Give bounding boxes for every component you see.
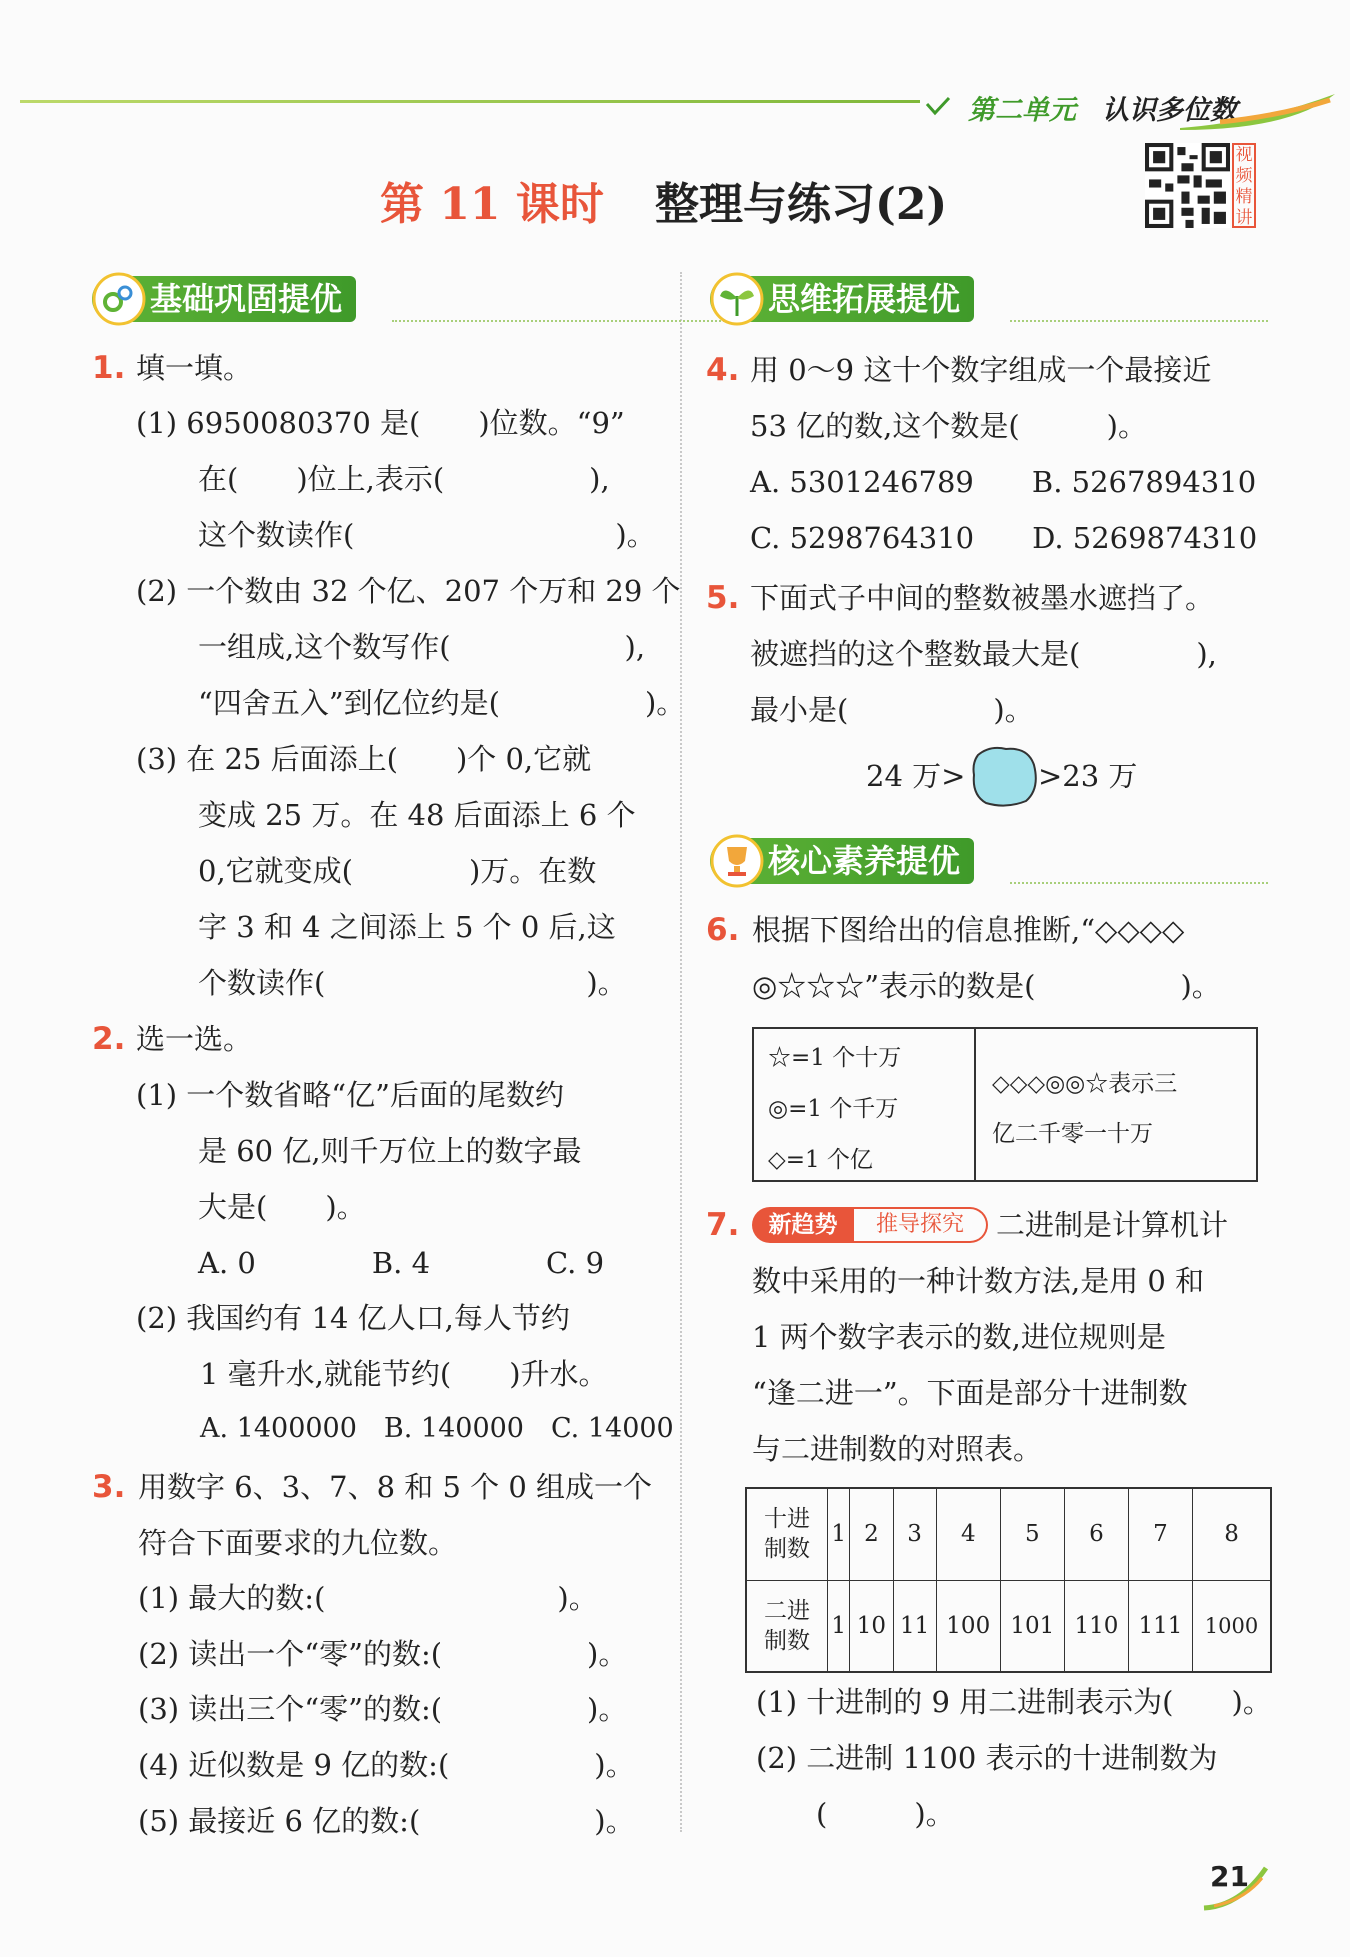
q3-line: (5) 最接近 6 亿的数:( )。 — [138, 1804, 635, 1838]
qr-code-icon[interactable] — [1145, 143, 1230, 228]
q7-sub-line: (1) 十进制的 9 用二进制表示为( )。 — [756, 1685, 1272, 1719]
q1-line: 个数读作( )。 — [198, 966, 627, 1000]
q7-line: “逢二进一”。下面是部分十进制数 — [752, 1376, 1188, 1410]
q5-number: 5. — [706, 580, 740, 616]
q3-line: (1) 最大的数:( )。 — [138, 1581, 598, 1615]
q1-line: (3) 在 25 后面添上( )个 0,它就 — [136, 742, 592, 776]
q7-number: 7. — [706, 1207, 740, 1243]
q7-sub-line: (2) 二进制 1100 表示的十进制数为 — [756, 1741, 1218, 1775]
gears-icon — [92, 272, 146, 326]
q3-line: (4) 近似数是 9 亿的数:( )。 — [138, 1748, 635, 1782]
q1-number: 1. — [92, 350, 126, 386]
q5-expr-right: >23 万 — [1038, 759, 1138, 793]
q1-line: 一组成,这个数写作( ), — [198, 630, 646, 664]
unit-label: 第二单元 — [968, 95, 1076, 126]
q1-line: 在( )位上,表示( ), — [198, 462, 610, 496]
table-row-header: 二进 制数 — [746, 1580, 828, 1672]
q6-info-box — [752, 1027, 1258, 1182]
table-cell: 1 — [828, 1488, 850, 1580]
table-cell: 3 — [893, 1488, 936, 1580]
section-dotted-rule — [1010, 320, 1268, 322]
q1-line: “四舍五入”到亿位约是( )。 — [198, 686, 686, 720]
q1-line: 字 3 和 4 之间添上 5 个 0 后,这 — [198, 910, 616, 944]
q2-options: A. 1400000 B. 140000 C. 14000 — [200, 1413, 674, 1444]
q3-line: (3) 读出三个“零”的数:( )。 — [138, 1692, 628, 1726]
q2-line: 1 毫升水,就能节约( )升水。 — [200, 1357, 608, 1391]
q2-line: (1) 一个数省略“亿”后面的尾数约 — [136, 1078, 564, 1112]
table-cell: 5 — [1000, 1488, 1064, 1580]
q6-number: 6. — [706, 912, 740, 948]
unit-title: 认识多位数 — [1102, 95, 1237, 126]
table-cell: 8 — [1193, 1488, 1271, 1580]
table-cell: 2 — [850, 1488, 893, 1580]
q2-options: A. 0 B. 4 C. 9 — [198, 1246, 605, 1280]
table-cell: 100 — [936, 1580, 1000, 1672]
q4-line: 53 亿的数,这个数是( )。 — [750, 409, 1147, 443]
q7-line: 数中采用的一种计数方法,是用 0 和 — [752, 1264, 1205, 1298]
q3-line: 用数字 6、3、7、8 和 5 个 0 组成一个 — [138, 1470, 653, 1504]
leaf-swoosh-icon — [1180, 92, 1340, 132]
table-cell: 7 — [1128, 1488, 1192, 1580]
table-row-header: 十进 制数 — [746, 1488, 828, 1580]
box-divider — [974, 1029, 976, 1180]
q4-number: 4. — [706, 352, 740, 388]
q2-line: 大是( )。 — [198, 1190, 366, 1224]
section-dotted-rule — [392, 320, 740, 322]
table-cell: 10 — [850, 1580, 893, 1672]
table-cell: 101 — [1000, 1580, 1064, 1672]
ink-blob-icon — [970, 745, 1038, 807]
lesson-number: 第 11 课时 — [380, 179, 604, 230]
q6-line: 根据下图给出的信息推断,“◇◇◇◇ — [752, 913, 1185, 947]
q6-line: ◎☆☆☆”表示的数是( )。 — [752, 969, 1221, 1003]
q7-line: 1 两个数字表示的数,进位规则是 — [752, 1320, 1166, 1354]
q1-line: 变成 25 万。在 48 后面添上 6 个 — [198, 798, 636, 832]
sprout-icon — [710, 272, 764, 326]
table-row — [746, 1488, 1271, 1580]
header-rule — [20, 100, 920, 103]
table-row — [746, 1580, 1271, 1672]
section-thinking-title: 思维拓展提优 — [710, 276, 974, 322]
trophy-icon — [710, 834, 764, 888]
q7-line: 与二进制数的对照表。 — [752, 1432, 1043, 1466]
q3-number: 3. — [92, 1469, 126, 1505]
q3-line: (2) 读出一个“零”的数:( )。 — [138, 1637, 628, 1671]
binary-conversion-table — [745, 1487, 1272, 1673]
check-mark-icon — [925, 96, 951, 116]
table-cell: 6 — [1064, 1488, 1128, 1580]
box-key: ◎=1 个千万 — [768, 1096, 899, 1122]
q5-expr-left: 24 万> — [866, 759, 966, 793]
new-trend-label: 新趋势 — [752, 1207, 854, 1243]
q7-line: 二进制是计算机计 — [996, 1208, 1229, 1242]
q2-title: 选一选。 — [136, 1022, 253, 1056]
q4-options: C. 5298764310 D. 5269874310 — [750, 521, 1258, 555]
q7-sub-line: ( )。 — [816, 1797, 955, 1831]
table-cell: 1000 — [1193, 1580, 1271, 1672]
table-cell: 1 — [828, 1580, 850, 1672]
lesson-title: 整理与练习(2) — [655, 179, 948, 230]
q5-line: 下面式子中间的整数被墨水遮挡了。 — [750, 581, 1215, 615]
section-basic-title: 基础巩固提优 — [92, 276, 356, 322]
q4-options: A. 5301246789 B. 5267894310 — [750, 465, 1257, 499]
q2-line: (2) 我国约有 14 亿人口,每人节约 — [136, 1301, 570, 1335]
inquiry-label: 推导探究 — [854, 1207, 988, 1243]
q1-line: (2) 一个数由 32 个亿、207 个万和 29 个 — [136, 574, 681, 608]
q2-line: 是 60 亿,则千万位上的数字最 — [198, 1134, 582, 1168]
box-key: ☆=1 个十万 — [768, 1045, 902, 1071]
box-key: ◇=1 个亿 — [768, 1147, 873, 1173]
section-dotted-rule — [1010, 882, 1268, 884]
q4-line: 用 0～9 这十个数字组成一个最接近 — [750, 353, 1212, 387]
table-cell: 4 — [936, 1488, 1000, 1580]
video-lesson-tag[interactable]: 视频精讲 — [1232, 143, 1256, 228]
q1-line: 0,它就变成( )万。在数 — [198, 854, 597, 888]
table-cell: 111 — [1128, 1580, 1192, 1672]
q5-line: 最小是( )。 — [750, 693, 1034, 727]
table-cell: 110 — [1064, 1580, 1128, 1672]
box-example: 亿二千零一十万 — [992, 1121, 1153, 1147]
table-cell: 11 — [893, 1580, 936, 1672]
q1-title: 填一填。 — [136, 351, 253, 385]
q1-line: (1) 6950080370 是( )位数。“9” — [136, 406, 625, 440]
column-divider — [680, 272, 682, 1832]
q2-number: 2. — [92, 1021, 126, 1057]
q3-line: 符合下面要求的九位数。 — [138, 1526, 458, 1560]
q5-line: 被遮挡的这个整数最大是( ), — [750, 637, 1217, 671]
page-number: 21 — [1210, 1860, 1249, 1893]
q1-line: 这个数读作( )。 — [198, 518, 656, 552]
section-core-title: 核心素养提优 — [710, 838, 974, 884]
box-example: ◇◇◇◎◎☆表示三 — [992, 1071, 1178, 1097]
